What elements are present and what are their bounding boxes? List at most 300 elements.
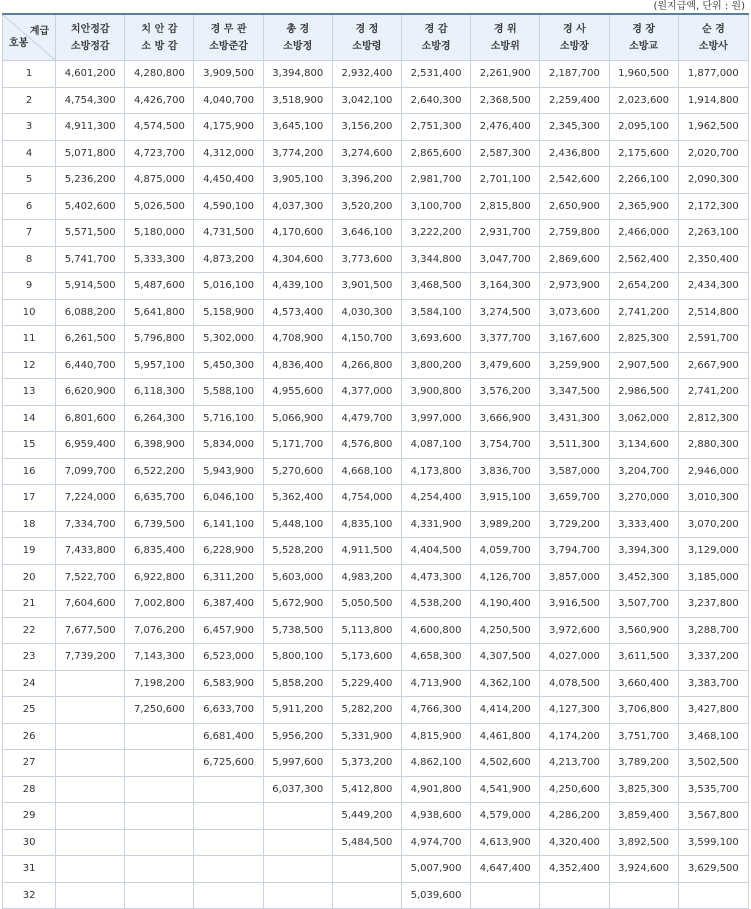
salary-cell: 3,337,200 <box>678 644 748 671</box>
table-row <box>3 140 749 167</box>
salary-cell: 6,725,600 <box>194 750 263 777</box>
salary-cell: 5,331,900 <box>332 723 401 750</box>
header-row <box>3 14 749 61</box>
salary-cell: 3,584,100 <box>402 299 471 326</box>
salary-cell: 4,174,200 <box>540 723 609 750</box>
salary-cell: 2,931,700 <box>471 220 540 247</box>
col-header <box>56 14 125 61</box>
salary-cell: 4,362,100 <box>471 670 540 697</box>
salary-cell: 1,914,800 <box>678 87 748 114</box>
salary-cell: 5,302,000 <box>194 326 263 353</box>
salary-cell: 3,468,500 <box>402 273 471 300</box>
salary-cell: 2,542,600 <box>540 167 609 194</box>
salary-cell: 5,171,700 <box>263 432 332 459</box>
salary-cell: 2,741,200 <box>609 299 678 326</box>
salary-cell: 2,514,800 <box>678 299 748 326</box>
salary-cell: 3,479,600 <box>471 352 540 379</box>
col-header-fire: 소방사 <box>698 40 728 52</box>
salary-cell: 4,731,500 <box>194 220 263 247</box>
salary-cell: 2,946,000 <box>678 458 748 485</box>
salary-cell: 2,266,100 <box>609 167 678 194</box>
step-cell: 20 <box>3 564 56 591</box>
salary-cell: 1,960,500 <box>609 61 678 88</box>
salary-cell: 4,862,100 <box>402 750 471 777</box>
salary-cell: 7,099,700 <box>56 458 125 485</box>
salary-cell: 4,873,200 <box>194 246 263 273</box>
table-row <box>3 723 749 750</box>
col-header-fire: 소방경 <box>421 40 451 52</box>
table-row <box>3 273 749 300</box>
salary-cell: 3,916,500 <box>540 591 609 618</box>
col-header-police: 경 장 <box>632 23 655 35</box>
salary-cell: 4,754,300 <box>56 87 125 114</box>
step-cell: 11 <box>3 326 56 353</box>
salary-cell: 3,754,700 <box>471 432 540 459</box>
salary-cell <box>56 856 125 883</box>
salary-cell: 2,701,100 <box>471 167 540 194</box>
table-body <box>3 61 749 909</box>
salary-cell: 4,835,100 <box>332 511 401 538</box>
salary-cell: 4,254,400 <box>402 485 471 512</box>
salary-cell: 4,377,000 <box>332 379 401 406</box>
step-cell: 18 <box>3 511 56 538</box>
salary-cell: 4,414,200 <box>471 697 540 724</box>
salary-cell: 3,560,900 <box>609 617 678 644</box>
salary-cell <box>125 803 194 830</box>
salary-cell: 6,440,700 <box>56 352 125 379</box>
table-row <box>3 379 749 406</box>
step-cell: 30 <box>3 829 56 856</box>
step-cell: 29 <box>3 803 56 830</box>
table-row <box>3 246 749 273</box>
salary-cell: 4,708,900 <box>263 326 332 353</box>
salary-cell: 2,259,400 <box>540 87 609 114</box>
col-header-police: 경 정 <box>355 23 379 35</box>
salary-cell: 4,713,900 <box>402 670 471 697</box>
table-row <box>3 299 749 326</box>
salary-cell: 7,002,800 <box>125 591 194 618</box>
salary-cell: 4,250,500 <box>471 617 540 644</box>
salary-cell: 4,601,200 <box>56 61 125 88</box>
col-header-police: 경 사 <box>563 23 586 35</box>
salary-cell: 4,911,500 <box>332 538 401 565</box>
salary-cell: 4,600,800 <box>402 617 471 644</box>
table-row <box>3 193 749 220</box>
salary-cell: 3,915,100 <box>471 485 540 512</box>
col-header-fire: 소방교 <box>629 40 659 52</box>
salary-cell: 5,528,200 <box>263 538 332 565</box>
table-row <box>3 856 749 883</box>
salary-cell: 6,681,400 <box>194 723 263 750</box>
salary-cell: 2,869,600 <box>540 246 609 273</box>
salary-cell: 2,825,300 <box>609 326 678 353</box>
salary-cell: 2,365,900 <box>609 193 678 220</box>
step-cell: 10 <box>3 299 56 326</box>
table-row <box>3 405 749 432</box>
salary-cell: 5,603,000 <box>263 564 332 591</box>
salary-cell: 6,261,500 <box>56 326 125 353</box>
table-row <box>3 87 749 114</box>
salary-cell: 4,320,400 <box>540 829 609 856</box>
salary-cell: 4,030,300 <box>332 299 401 326</box>
salary-cell: 5,007,900 <box>402 856 471 883</box>
salary-cell: 7,604,600 <box>56 591 125 618</box>
salary-cell: 5,373,200 <box>332 750 401 777</box>
salary-cell: 5,943,900 <box>194 458 263 485</box>
salary-cell: 5,588,100 <box>194 379 263 406</box>
salary-cell: 6,922,800 <box>125 564 194 591</box>
salary-cell: 4,280,800 <box>125 61 194 88</box>
salary-cell <box>194 776 263 803</box>
salary-cell: 4,173,800 <box>402 458 471 485</box>
col-header-police: 경 감 <box>424 23 448 35</box>
salary-cell: 6,141,100 <box>194 511 263 538</box>
salary-cell: 4,307,500 <box>471 644 540 671</box>
table-row <box>3 750 749 777</box>
salary-cell: 3,042,100 <box>332 87 401 114</box>
salary-cell: 4,574,500 <box>125 114 194 141</box>
salary-cell: 3,070,200 <box>678 511 748 538</box>
table-row <box>3 591 749 618</box>
salary-cell: 6,522,200 <box>125 458 194 485</box>
salary-cell: 4,836,400 <box>263 352 332 379</box>
step-cell: 32 <box>3 882 56 909</box>
salary-cell: 3,502,500 <box>678 750 748 777</box>
salary-cell: 6,264,300 <box>125 405 194 432</box>
salary-cell: 4,590,100 <box>194 193 263 220</box>
step-cell: 28 <box>3 776 56 803</box>
salary-cell: 3,611,500 <box>609 644 678 671</box>
salary-cell: 2,261,900 <box>471 61 540 88</box>
salary-cell: 3,185,000 <box>678 564 748 591</box>
table-row <box>3 511 749 538</box>
salary-cell: 4,213,700 <box>540 750 609 777</box>
salary-cell: 3,394,800 <box>263 61 332 88</box>
salary-cell: 4,426,700 <box>125 87 194 114</box>
salary-cell: 2,090,300 <box>678 167 748 194</box>
salary-cell: 5,236,200 <box>56 167 125 194</box>
salary-cell <box>125 776 194 803</box>
salary-cell: 4,304,600 <box>263 246 332 273</box>
salary-cell <box>332 856 401 883</box>
col-header-fire: 소방장 <box>559 40 589 52</box>
col-header-fire: 소 방 감 <box>141 40 178 52</box>
salary-cell: 5,050,500 <box>332 591 401 618</box>
salary-cell: 3,507,700 <box>609 591 678 618</box>
salary-cell: 5,229,400 <box>332 670 401 697</box>
salary-cell: 4,938,600 <box>402 803 471 830</box>
step-cell: 3 <box>3 114 56 141</box>
salary-cell: 4,479,700 <box>332 405 401 432</box>
step-cell: 24 <box>3 670 56 697</box>
salary-cell: 3,377,700 <box>471 326 540 353</box>
salary-cell: 3,535,700 <box>678 776 748 803</box>
salary-cell: 6,387,400 <box>194 591 263 618</box>
salary-cell <box>263 803 332 830</box>
salary-cell: 2,591,700 <box>678 326 748 353</box>
salary-cell: 3,997,000 <box>402 405 471 432</box>
salary-cell: 3,431,300 <box>540 405 609 432</box>
salary-cell: 5,796,800 <box>125 326 194 353</box>
salary-cell: 5,412,800 <box>332 776 401 803</box>
salary-cell: 2,587,300 <box>471 140 540 167</box>
salary-cell: 5,716,100 <box>194 405 263 432</box>
salary-cell: 2,095,100 <box>609 114 678 141</box>
table-row <box>3 61 749 88</box>
salary-cell: 4,352,400 <box>540 856 609 883</box>
salary-cell: 4,658,300 <box>402 644 471 671</box>
salary-cell: 5,487,600 <box>125 273 194 300</box>
salary-cell: 5,672,900 <box>263 591 332 618</box>
salary-cell: 5,071,800 <box>56 140 125 167</box>
salary-cell: 6,088,200 <box>56 299 125 326</box>
salary-cell: 3,129,000 <box>678 538 748 565</box>
salary-cell: 5,333,300 <box>125 246 194 273</box>
salary-cell <box>263 856 332 883</box>
salary-cell: 6,457,900 <box>194 617 263 644</box>
salary-cell <box>263 829 332 856</box>
salary-cell: 2,741,200 <box>678 379 748 406</box>
corner-rank-label: 계급 <box>29 26 50 37</box>
salary-cell: 4,078,500 <box>540 670 609 697</box>
salary-cell: 4,404,500 <box>402 538 471 565</box>
salary-cell: 7,076,200 <box>125 617 194 644</box>
salary-cell: 3,259,900 <box>540 352 609 379</box>
salary-cell: 4,266,800 <box>332 352 401 379</box>
salary-cell: 6,635,700 <box>125 485 194 512</box>
corner-step-label: 호봉 <box>9 38 29 49</box>
corner-header <box>3 14 56 61</box>
salary-cell: 3,900,800 <box>402 379 471 406</box>
salary-cell: 2,981,700 <box>402 167 471 194</box>
salary-cell: 4,974,700 <box>402 829 471 856</box>
salary-cell: 4,087,100 <box>402 432 471 459</box>
step-cell: 16 <box>3 458 56 485</box>
salary-cell: 3,660,400 <box>609 670 678 697</box>
salary-cell: 4,538,200 <box>402 591 471 618</box>
salary-cell: 2,759,800 <box>540 220 609 247</box>
salary-cell: 3,972,600 <box>540 617 609 644</box>
salary-cell: 5,571,500 <box>56 220 125 247</box>
salary-cell: 6,398,900 <box>125 432 194 459</box>
col-header-fire: 소방령 <box>352 40 382 52</box>
col-header-police: 경 무 관 <box>210 23 247 35</box>
salary-cell: 4,286,200 <box>540 803 609 830</box>
col-header <box>678 14 748 61</box>
salary-cell: 5,016,100 <box>194 273 263 300</box>
salary-cell: 3,062,000 <box>609 405 678 432</box>
table-row <box>3 220 749 247</box>
step-cell: 13 <box>3 379 56 406</box>
step-cell: 25 <box>3 697 56 724</box>
salary-cell: 3,427,800 <box>678 697 748 724</box>
table-row <box>3 352 749 379</box>
table-row <box>3 803 749 830</box>
salary-cell <box>56 829 125 856</box>
salary-cell: 6,739,500 <box>125 511 194 538</box>
salary-cell: 3,100,700 <box>402 193 471 220</box>
salary-cell: 5,911,200 <box>263 697 332 724</box>
col-header-police: 경 위 <box>493 23 517 35</box>
salary-cell: 3,729,200 <box>540 511 609 538</box>
table-row <box>3 485 749 512</box>
col-header-police: 총 경 <box>286 23 310 35</box>
table-row <box>3 432 749 459</box>
salary-cell: 5,362,400 <box>263 485 332 512</box>
salary-cell: 5,173,600 <box>332 644 401 671</box>
salary-cell: 6,620,900 <box>56 379 125 406</box>
salary-cell: 5,858,200 <box>263 670 332 697</box>
salary-cell: 3,989,200 <box>471 511 540 538</box>
salary-cell: 5,484,500 <box>332 829 401 856</box>
salary-cell: 2,812,300 <box>678 405 748 432</box>
salary-cell: 4,754,000 <box>332 485 401 512</box>
salary-cell: 5,957,100 <box>125 352 194 379</box>
step-cell: 27 <box>3 750 56 777</box>
table-row <box>3 538 749 565</box>
salary-cell: 4,331,900 <box>402 511 471 538</box>
salary-cell: 2,973,900 <box>540 273 609 300</box>
step-cell: 7 <box>3 220 56 247</box>
salary-cell: 3,520,200 <box>332 193 401 220</box>
col-header <box>194 14 263 61</box>
salary-cell: 2,640,300 <box>402 87 471 114</box>
table-row <box>3 617 749 644</box>
salary-cell: 3,383,700 <box>678 670 748 697</box>
salary-cell: 3,629,500 <box>678 856 748 883</box>
salary-cell: 2,023,600 <box>609 87 678 114</box>
salary-cell: 4,668,100 <box>332 458 401 485</box>
salary-cell: 2,476,400 <box>471 114 540 141</box>
salary-cell: 5,039,600 <box>402 882 471 909</box>
salary-cell: 4,901,800 <box>402 776 471 803</box>
salary-cell: 2,932,400 <box>332 61 401 88</box>
salary-cell: 5,956,200 <box>263 723 332 750</box>
salary-cell: 3,905,100 <box>263 167 332 194</box>
salary-cell <box>56 803 125 830</box>
salary-cell: 7,250,600 <box>125 697 194 724</box>
salary-cell: 4,170,600 <box>263 220 332 247</box>
salary-cell: 4,126,700 <box>471 564 540 591</box>
salary-cell: 4,647,400 <box>471 856 540 883</box>
salary-cell: 3,237,800 <box>678 591 748 618</box>
salary-cell: 2,865,600 <box>402 140 471 167</box>
table-row <box>3 644 749 671</box>
salary-cell: 4,037,300 <box>263 193 332 220</box>
step-cell: 14 <box>3 405 56 432</box>
step-cell: 4 <box>3 140 56 167</box>
salary-cell: 3,134,600 <box>609 432 678 459</box>
salary-cell: 2,172,300 <box>678 193 748 220</box>
salary-cell: 3,646,100 <box>332 220 401 247</box>
salary-cell: 5,270,600 <box>263 458 332 485</box>
salary-cell: 5,402,600 <box>56 193 125 220</box>
salary-cell: 3,394,300 <box>609 538 678 565</box>
salary-cell: 7,334,700 <box>56 511 125 538</box>
salary-cell <box>56 723 125 750</box>
salary-cell: 3,468,100 <box>678 723 748 750</box>
step-cell: 5 <box>3 167 56 194</box>
salary-cell <box>125 750 194 777</box>
salary-cell: 4,450,400 <box>194 167 263 194</box>
salary-cell: 5,914,500 <box>56 273 125 300</box>
salary-cell: 7,739,200 <box>56 644 125 671</box>
salary-cell: 3,773,600 <box>332 246 401 273</box>
salary-cell: 3,706,800 <box>609 697 678 724</box>
table-row <box>3 564 749 591</box>
salary-cell: 2,187,700 <box>540 61 609 88</box>
salary-cell: 3,156,200 <box>332 114 401 141</box>
salary-cell: 3,774,200 <box>263 140 332 167</box>
salary-cell: 3,693,600 <box>402 326 471 353</box>
salary-cell: 5,741,700 <box>56 246 125 273</box>
table-row <box>3 776 749 803</box>
col-header-fire: 소방정 <box>283 40 313 52</box>
step-cell: 8 <box>3 246 56 273</box>
salary-cell: 5,449,200 <box>332 803 401 830</box>
salary-cell: 3,794,700 <box>540 538 609 565</box>
salary-cell: 2,667,900 <box>678 352 748 379</box>
salary-cell: 6,037,300 <box>263 776 332 803</box>
salary-cell: 3,857,000 <box>540 564 609 591</box>
salary-cell: 4,190,400 <box>471 591 540 618</box>
salary-cell: 1,962,500 <box>678 114 748 141</box>
salary-cell: 5,026,500 <box>125 193 194 220</box>
salary-cell: 4,573,400 <box>263 299 332 326</box>
salary-cell: 2,650,900 <box>540 193 609 220</box>
table-row <box>3 670 749 697</box>
salary-cell: 4,312,000 <box>194 140 263 167</box>
salary-cell <box>194 803 263 830</box>
table-row <box>3 458 749 485</box>
salary-cell: 3,825,300 <box>609 776 678 803</box>
salary-cell: 2,466,000 <box>609 220 678 247</box>
salary-cell: 2,368,500 <box>471 87 540 114</box>
salary-cell: 3,010,300 <box>678 485 748 512</box>
salary-cell: 3,167,600 <box>540 326 609 353</box>
salary-cell <box>194 829 263 856</box>
step-cell: 17 <box>3 485 56 512</box>
salary-cell: 4,576,800 <box>332 432 401 459</box>
salary-cell: 6,118,300 <box>125 379 194 406</box>
salary-cell: 4,815,900 <box>402 723 471 750</box>
salary-cell: 2,020,700 <box>678 140 748 167</box>
salary-cell: 4,955,600 <box>263 379 332 406</box>
salary-cell: 3,587,000 <box>540 458 609 485</box>
salary-cell: 4,983,200 <box>332 564 401 591</box>
salary-cell: 4,250,600 <box>540 776 609 803</box>
salary-cell: 6,311,200 <box>194 564 263 591</box>
table-row <box>3 114 749 141</box>
salary-cell: 3,901,500 <box>332 273 401 300</box>
step-cell: 1 <box>3 61 56 88</box>
salary-cell: 3,274,600 <box>332 140 401 167</box>
salary-cell: 2,751,300 <box>402 114 471 141</box>
salary-cell: 3,599,100 <box>678 829 748 856</box>
salary-cell: 2,880,300 <box>678 432 748 459</box>
salary-cell: 3,274,500 <box>471 299 540 326</box>
salary-cell: 6,801,600 <box>56 405 125 432</box>
salary-cell: 3,164,300 <box>471 273 540 300</box>
salary-cell: 4,461,800 <box>471 723 540 750</box>
col-header-fire: 소방정감 <box>70 40 110 52</box>
salary-cell: 2,907,500 <box>609 352 678 379</box>
salary-cell: 2,986,500 <box>609 379 678 406</box>
step-cell: 15 <box>3 432 56 459</box>
salary-cell: 3,666,900 <box>471 405 540 432</box>
salary-cell: 3,789,200 <box>609 750 678 777</box>
salary-cell: 5,113,800 <box>332 617 401 644</box>
